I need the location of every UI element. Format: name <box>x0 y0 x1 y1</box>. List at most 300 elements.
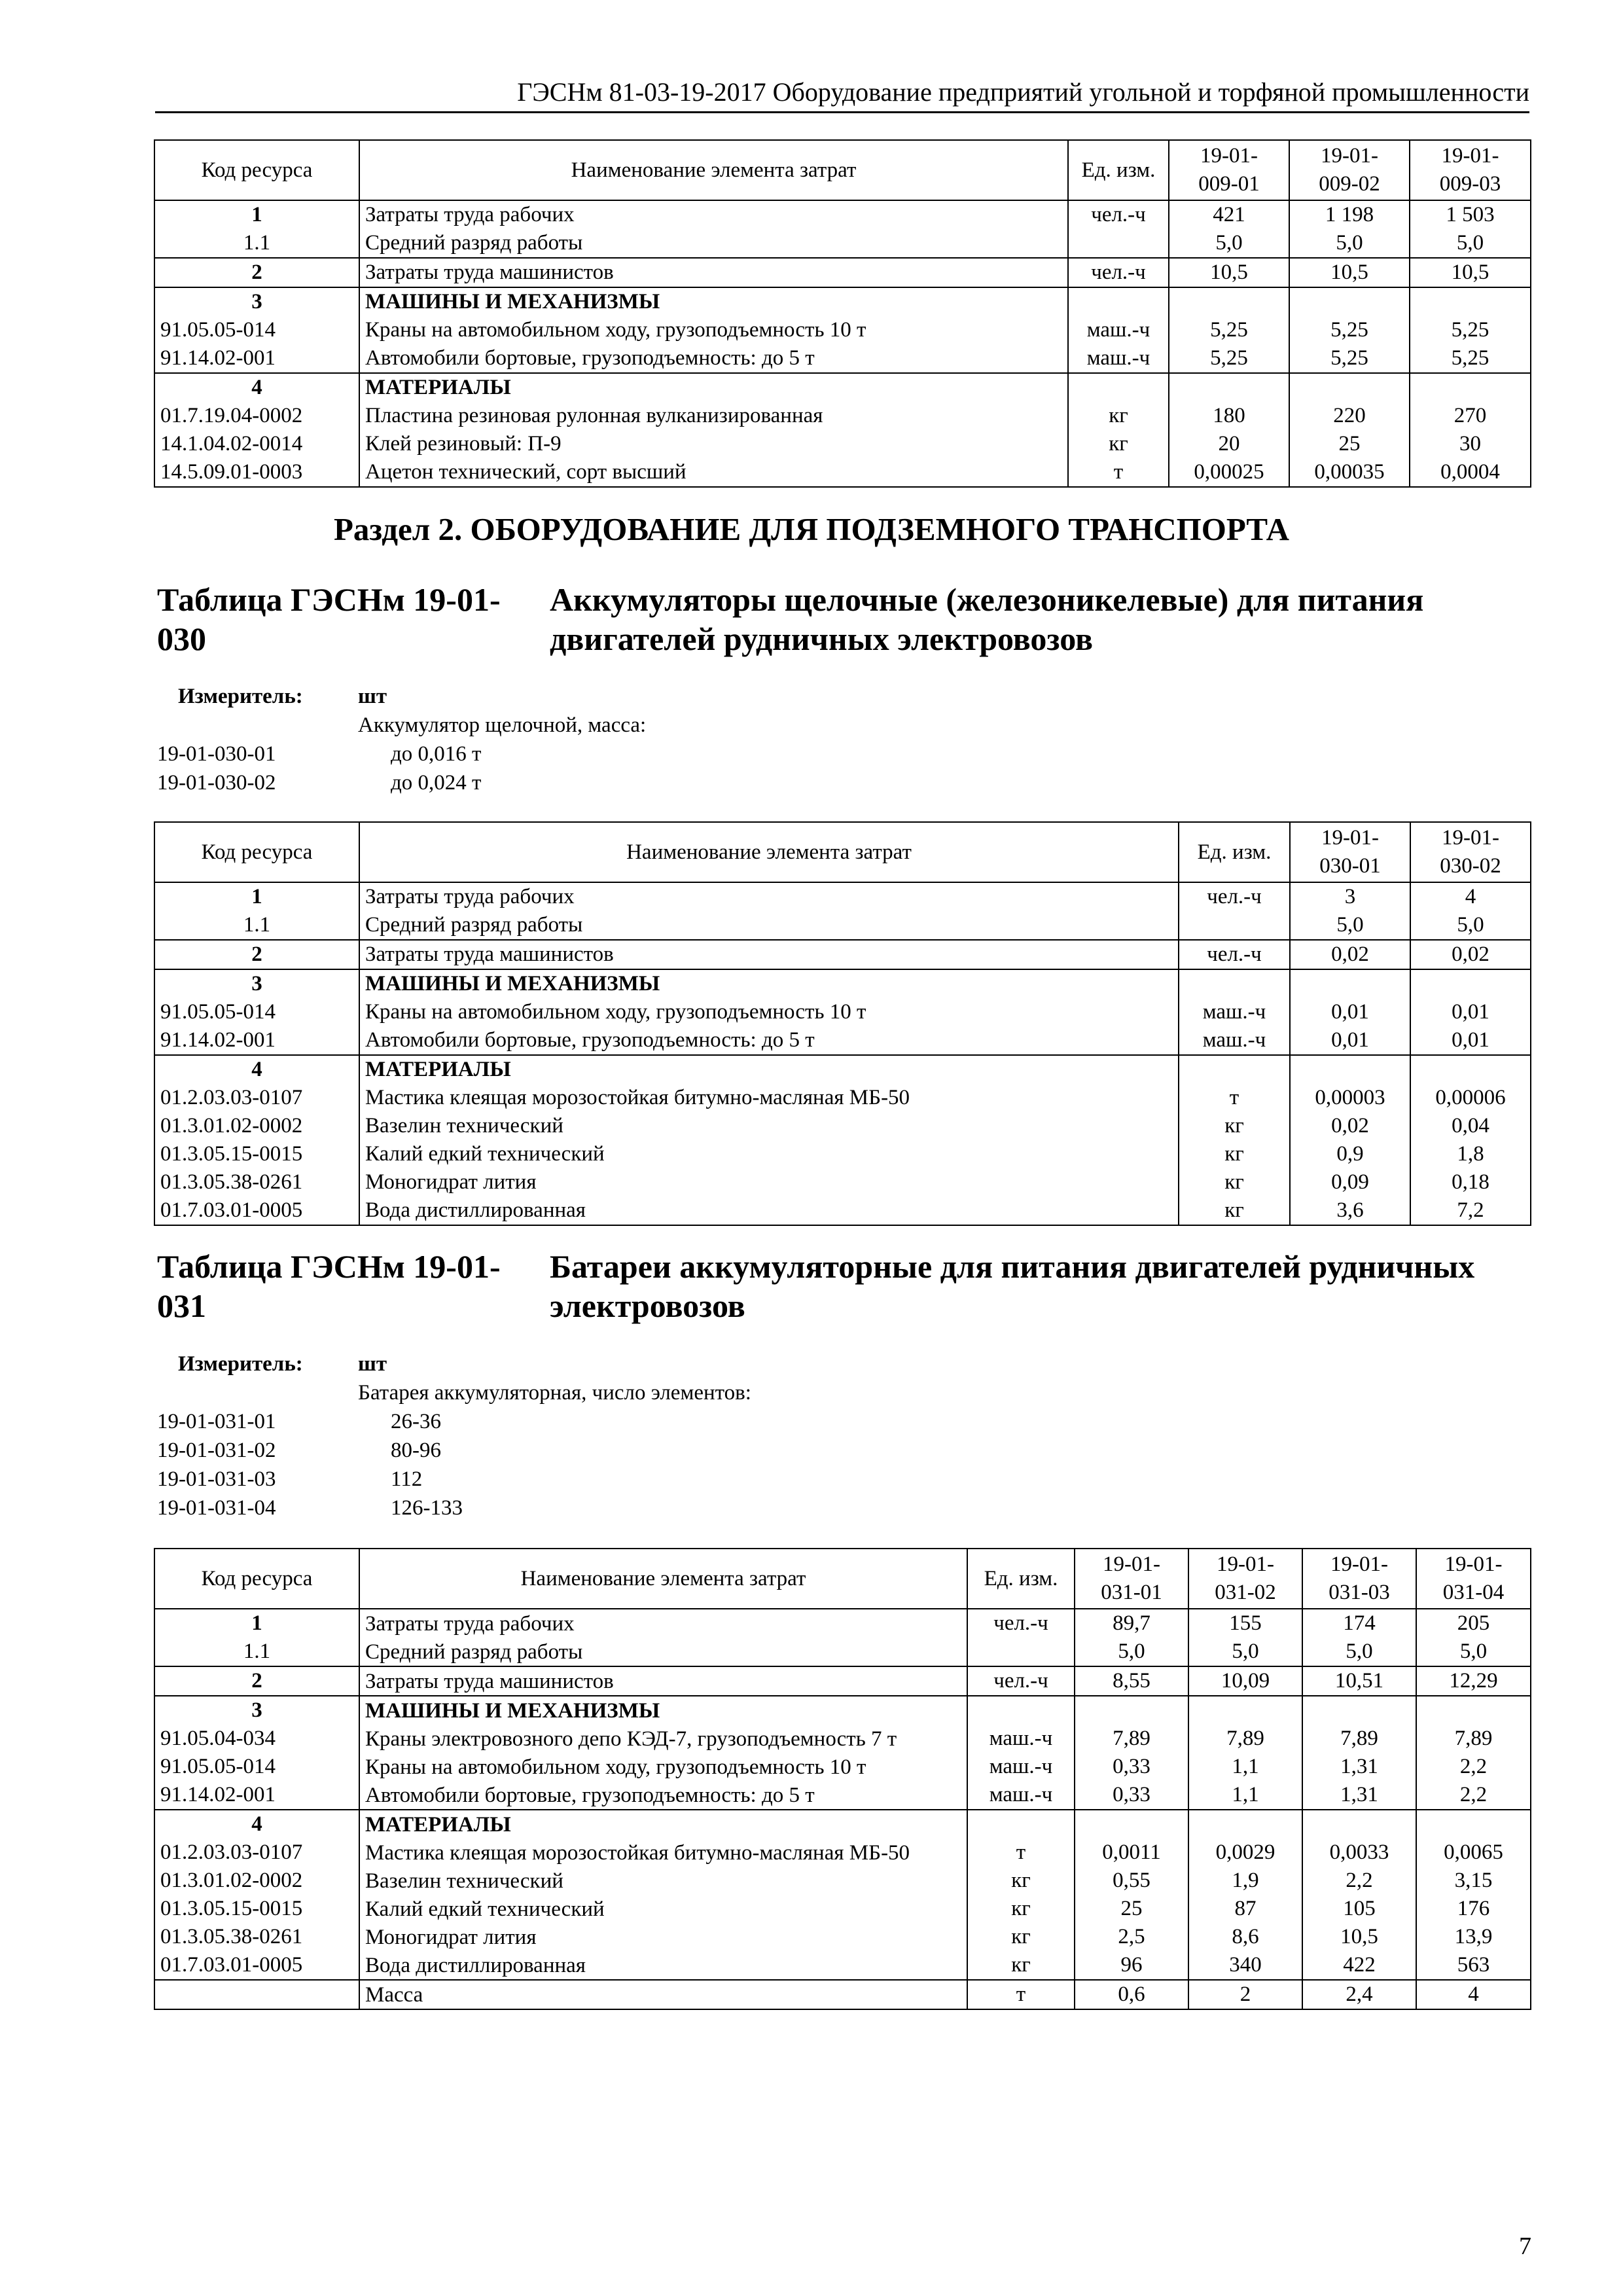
value-cell: 2 <box>1188 1980 1302 2009</box>
table-row <box>154 1725 1531 1753</box>
col-norm-header <box>1410 822 1531 882</box>
col-unit-header: Ед. изм. <box>967 1549 1075 1609</box>
col-norm-line2: 009-01 <box>1198 172 1260 196</box>
cost-element-name: Ацетон технический, сорт высший <box>359 458 1068 487</box>
cost-element-name: МАШИНЫ И МЕХАНИЗМЫ <box>359 287 1068 316</box>
cost-element-name: МАШИНЫ И МЕХАНИЗМЫ <box>359 969 1179 998</box>
value-cell: 5,0 <box>1289 229 1410 258</box>
table-row <box>154 1084 1531 1112</box>
table-row <box>154 1923 1531 1951</box>
value-cell: 0,09 <box>1290 1168 1410 1196</box>
cost-element-name: Затраты труда рабочих <box>359 1609 967 1638</box>
cost-element-name: Мастика клеящая морозостойкая битумно-масляная МБ-50 <box>359 1084 1179 1112</box>
value-cell: 0,18 <box>1410 1168 1531 1196</box>
col-name-header: Наименование элемента затрат <box>359 822 1179 882</box>
table-title-line: Аккумуляторы щелочные (железоникелевые) для питания <box>550 581 1424 618</box>
resource-code: 4 <box>154 1810 359 1839</box>
unit-cell: маш.-ч <box>1068 344 1169 373</box>
resource-code: 91.05.05-014 <box>154 316 359 344</box>
unit-cell: маш.-ч <box>967 1753 1075 1781</box>
cost-element-name: Автомобили бортовые, грузоподъемность: до 5 т <box>359 1781 967 1810</box>
measure-item-code: 19-01-030-01 <box>157 742 276 766</box>
value-cell <box>1290 969 1410 998</box>
unit-cell <box>967 1696 1075 1725</box>
value-cell: 0,55 <box>1075 1867 1188 1895</box>
value-cell <box>1410 1055 1531 1084</box>
table-row <box>154 882 1531 911</box>
measure-block <box>157 682 942 797</box>
cost-element-name: Краны электровозного депо КЭД-7, грузоподъемность 7 т <box>359 1725 967 1753</box>
unit-cell: т <box>967 1980 1075 2009</box>
cost-element-name: Краны на автомобильном ходу, грузоподъемность 10 т <box>359 998 1179 1026</box>
resource-code: 1.1 <box>154 229 359 258</box>
unit-cell: чел.-ч <box>1179 882 1290 911</box>
page-number: 7 <box>1519 2233 1531 2260</box>
cost-element-name: Вода дистиллированная <box>359 1196 1179 1225</box>
value-cell: 0,00006 <box>1410 1084 1531 1112</box>
table-label-line: 031 <box>157 1287 206 1324</box>
value-cell: 3,15 <box>1416 1867 1531 1895</box>
measure-item <box>157 1494 1073 1522</box>
resource-code: 01.2.03.03-0107 <box>154 1839 359 1867</box>
measure-item <box>157 740 942 768</box>
table-row <box>154 1638 1531 1666</box>
resource-code: 91.14.02-001 <box>154 1781 359 1810</box>
unit-cell: маш.-ч <box>1068 316 1169 344</box>
value-cell: 0,33 <box>1075 1753 1188 1781</box>
unit-cell <box>1068 373 1169 402</box>
col-norm-header <box>1075 1549 1188 1609</box>
value-cell: 205 <box>1416 1609 1531 1638</box>
resource-code: 1 <box>154 200 359 229</box>
measure-item-desc: 80-96 <box>391 1439 441 1462</box>
table-row <box>154 258 1531 287</box>
value-cell: 0,6 <box>1075 1980 1188 2009</box>
unit-cell <box>967 1810 1075 1839</box>
col-unit-header: Ед. изм. <box>1068 140 1169 200</box>
measure-desc: Батарея аккумуляторная, число элементов: <box>358 1381 751 1405</box>
resource-code: 01.7.19.04-0002 <box>154 402 359 430</box>
col-name-header: Наименование элемента затрат <box>359 1549 967 1609</box>
value-cell: 10,5 <box>1289 258 1410 287</box>
col-norm-header <box>1410 140 1531 200</box>
table-row <box>154 969 1531 998</box>
table-title <box>550 580 1423 658</box>
col-norm-line1: 19-01- <box>1321 826 1379 850</box>
value-cell: 8,55 <box>1075 1666 1188 1696</box>
value-cell: 0,0029 <box>1188 1839 1302 1867</box>
col-norm-line1: 19-01- <box>1330 1552 1388 1576</box>
table-row <box>154 1026 1531 1055</box>
col-norm-header <box>1169 140 1289 200</box>
value-cell <box>1188 1810 1302 1839</box>
table-row <box>154 287 1531 316</box>
measure-item <box>157 1407 1073 1436</box>
unit-cell: маш.-ч <box>967 1725 1075 1753</box>
cost-element-name: Автомобили бортовые, грузоподъемность: до 5 т <box>359 344 1068 373</box>
value-cell: 0,01 <box>1410 998 1531 1026</box>
cost-table-030 <box>154 821 1531 1226</box>
table-title-line: Батареи аккумуляторные для питания двигателей рудничных <box>550 1248 1475 1285</box>
value-cell: 0,0011 <box>1075 1839 1188 1867</box>
value-cell: 2,4 <box>1302 1980 1416 2009</box>
value-cell: 3,6 <box>1290 1196 1410 1225</box>
value-cell: 25 <box>1289 430 1410 458</box>
col-norm-line2: 009-02 <box>1319 172 1380 196</box>
resource-code: 4 <box>154 1055 359 1084</box>
value-cell <box>1410 287 1531 316</box>
unit-cell: кг <box>1068 402 1169 430</box>
table-row <box>154 1666 1531 1696</box>
table-label <box>157 1247 501 1325</box>
measure-item-desc: 126-133 <box>391 1496 463 1520</box>
value-cell <box>1290 1055 1410 1084</box>
table-row <box>154 1810 1531 1839</box>
unit-cell: чел.-ч <box>1068 258 1169 287</box>
table-row <box>154 402 1531 430</box>
table-row <box>154 1839 1531 1867</box>
measure-desc: Аккумулятор щелочной, масса: <box>358 713 647 737</box>
value-cell: 1,1 <box>1188 1753 1302 1781</box>
value-cell: 0,0065 <box>1416 1839 1531 1867</box>
value-cell: 4 <box>1416 1980 1531 2009</box>
cost-table-009 <box>154 139 1531 488</box>
table-row <box>154 430 1531 458</box>
resource-code: 91.05.05-014 <box>154 998 359 1026</box>
col-norm-line1: 19-01- <box>1444 1552 1503 1576</box>
resource-code: 01.3.05.15-0015 <box>154 1895 359 1923</box>
resource-code: 91.05.05-014 <box>154 1753 359 1781</box>
table-label-line: Таблица ГЭСНм 19-01- <box>157 581 501 618</box>
cost-element-name: Средний разряд работы <box>359 911 1179 940</box>
value-cell: 0,33 <box>1075 1781 1188 1810</box>
table-row <box>154 200 1531 229</box>
col-unit-header: Ед. изм. <box>1179 822 1290 882</box>
unit-cell: чел.-ч <box>967 1666 1075 1696</box>
table-body <box>154 1609 1531 2009</box>
cost-element-name: Мастика клеящая морозостойкая битумно-масляная МБ-50 <box>359 1839 967 1867</box>
unit-cell <box>1068 229 1169 258</box>
value-cell: 0,01 <box>1410 1026 1531 1055</box>
resource-code: 1.1 <box>154 1638 359 1666</box>
value-cell: 5,0 <box>1416 1638 1531 1666</box>
table-body <box>154 882 1531 1225</box>
value-cell: 2,2 <box>1302 1867 1416 1895</box>
value-cell: 1,31 <box>1302 1753 1416 1781</box>
col-norm-header <box>1289 140 1410 200</box>
value-cell <box>1302 1810 1416 1839</box>
value-cell: 7,89 <box>1188 1725 1302 1753</box>
section-title: Раздел 2. ОБОРУДОВАНИЕ ДЛЯ ПОДЗЕМНОГО ТРАНСПОРТА <box>333 511 1290 547</box>
cost-element-name: Вазелин технический <box>359 1112 1179 1140</box>
resource-code: 2 <box>154 1666 359 1696</box>
measure-item-desc: 112 <box>391 1467 423 1491</box>
resource-code: 1 <box>154 1609 359 1638</box>
col-norm-line2: 009-03 <box>1439 172 1501 196</box>
value-cell <box>1188 1696 1302 1725</box>
unit-cell: кг <box>1179 1140 1290 1168</box>
col-code-header: Код ресурса <box>154 822 359 882</box>
table-header-row <box>154 140 1531 200</box>
table-row <box>154 1168 1531 1196</box>
resource-code: 01.2.03.03-0107 <box>154 1084 359 1112</box>
measure-item <box>157 1436 1073 1465</box>
unit-cell <box>967 1638 1075 1666</box>
value-cell: 1,1 <box>1188 1781 1302 1810</box>
cost-element-name: Затраты труда рабочих <box>359 882 1179 911</box>
table-row <box>154 911 1531 940</box>
value-cell: 563 <box>1416 1951 1531 1980</box>
value-cell: 270 <box>1410 402 1531 430</box>
table-row <box>154 1895 1531 1923</box>
measure-item <box>157 1465 1073 1494</box>
cost-element-name: Краны на автомобильном ходу, грузоподъемность 10 т <box>359 316 1068 344</box>
cost-element-name: МАТЕРИАЛЫ <box>359 1810 967 1839</box>
value-cell: 7,89 <box>1416 1725 1531 1753</box>
measure-item-code: 19-01-031-04 <box>157 1496 276 1520</box>
value-cell: 12,29 <box>1416 1666 1531 1696</box>
value-cell: 1 503 <box>1410 200 1531 229</box>
resource-code: 14.5.09.01-0003 <box>154 458 359 487</box>
value-cell: 5,0 <box>1410 229 1531 258</box>
value-cell: 25 <box>1075 1895 1188 1923</box>
value-cell: 5,25 <box>1289 316 1410 344</box>
unit-cell: чел.-ч <box>1068 200 1169 229</box>
page-header <box>155 73 1529 113</box>
measure-item-desc: 26-36 <box>391 1410 441 1433</box>
table-row <box>154 998 1531 1026</box>
col-code-header: Код ресурса <box>154 1549 359 1609</box>
table-label <box>157 580 501 658</box>
value-cell: 2,2 <box>1416 1753 1531 1781</box>
value-cell: 0,02 <box>1290 940 1410 969</box>
measure-item-desc: до 0,024 т <box>391 771 482 795</box>
table-row <box>154 1696 1531 1725</box>
measure-item-code: 19-01-031-01 <box>157 1410 276 1433</box>
value-cell <box>1416 1810 1531 1839</box>
unit-cell: т <box>1068 458 1169 487</box>
col-norm-line2: 031-02 <box>1215 1581 1276 1604</box>
cost-element-name: МАТЕРИАЛЫ <box>359 373 1068 402</box>
col-norm-header <box>1416 1549 1531 1609</box>
value-cell: 421 <box>1169 200 1289 229</box>
value-cell: 5,0 <box>1169 229 1289 258</box>
unit-cell: маш.-ч <box>967 1781 1075 1810</box>
resource-code: 01.3.05.38-0261 <box>154 1923 359 1951</box>
value-cell: 2,5 <box>1075 1923 1188 1951</box>
cost-element-name: Средний разряд работы <box>359 1638 967 1666</box>
unit-cell: кг <box>967 1867 1075 1895</box>
value-cell: 5,0 <box>1290 911 1410 940</box>
cost-element-name: Масса <box>359 1980 967 2009</box>
value-cell: 0,00035 <box>1289 458 1410 487</box>
table-row <box>154 316 1531 344</box>
table-row <box>154 1951 1531 1980</box>
resource-code: 01.3.05.15-0015 <box>154 1140 359 1168</box>
col-norm-line2: 030-02 <box>1440 854 1501 878</box>
value-cell: 0,01 <box>1290 1026 1410 1055</box>
unit-cell: т <box>1179 1084 1290 1112</box>
col-name-header: Наименование элемента затрат <box>359 140 1068 200</box>
table-row <box>154 373 1531 402</box>
value-cell: 5,25 <box>1169 316 1289 344</box>
table-title-line: электровозов <box>550 1287 745 1324</box>
value-cell <box>1289 373 1410 402</box>
resource-code: 91.14.02-001 <box>154 344 359 373</box>
value-cell: 5,25 <box>1410 316 1531 344</box>
resource-code: 01.3.01.02-0002 <box>154 1112 359 1140</box>
cost-element-name: Калий едкий технический <box>359 1895 967 1923</box>
cost-element-name: Краны на автомобильном ходу, грузоподъемность 10 т <box>359 1753 967 1781</box>
unit-cell: чел.-ч <box>1179 940 1290 969</box>
resource-code: 91.14.02-001 <box>154 1026 359 1055</box>
value-cell: 5,25 <box>1289 344 1410 373</box>
unit-cell: т <box>967 1839 1075 1867</box>
header-title: ГЭСНм 81-03-19-2017 Оборудование предприятий угольной и торфяной промышленности <box>517 77 1529 107</box>
measure-item-code: 19-01-031-02 <box>157 1439 276 1462</box>
table-title <box>550 1247 1474 1325</box>
table-row <box>154 1140 1531 1168</box>
col-norm-header <box>1290 822 1410 882</box>
measure-item <box>157 768 942 797</box>
table-row <box>154 1980 1531 2009</box>
value-cell: 96 <box>1075 1951 1188 1980</box>
unit-cell <box>1179 1055 1290 1084</box>
value-cell: 7,2 <box>1410 1196 1531 1225</box>
value-cell: 0,00003 <box>1290 1084 1410 1112</box>
value-cell <box>1169 287 1289 316</box>
cost-element-name: Затраты труда машинистов <box>359 1666 967 1696</box>
unit-cell: кг <box>967 1951 1075 1980</box>
value-cell: 155 <box>1188 1609 1302 1638</box>
table-row <box>154 1781 1531 1810</box>
value-cell: 422 <box>1302 1951 1416 1980</box>
resource-code: 01.7.03.01-0005 <box>154 1196 359 1225</box>
resource-code: 3 <box>154 1696 359 1725</box>
col-norm-header <box>1188 1549 1302 1609</box>
col-norm-line2: 031-01 <box>1101 1581 1162 1604</box>
table-row <box>154 1055 1531 1084</box>
resource-code: 01.3.01.02-0002 <box>154 1867 359 1895</box>
table-row <box>154 940 1531 969</box>
resource-code <box>154 1980 359 2009</box>
value-cell: 1,9 <box>1188 1867 1302 1895</box>
table-title-line: двигателей рудничных электровозов <box>550 620 1093 657</box>
value-cell: 340 <box>1188 1951 1302 1980</box>
value-cell: 10,5 <box>1302 1923 1416 1951</box>
value-cell: 4 <box>1410 882 1531 911</box>
table-row <box>154 1609 1531 1638</box>
value-cell <box>1410 969 1531 998</box>
unit-cell: чел.-ч <box>967 1609 1075 1638</box>
value-cell: 176 <box>1416 1895 1531 1923</box>
resource-code: 2 <box>154 940 359 969</box>
value-cell: 174 <box>1302 1609 1416 1638</box>
value-cell: 8,6 <box>1188 1923 1302 1951</box>
col-norm-line1: 19-01- <box>1441 144 1499 168</box>
cost-element-name: Моногидрат лития <box>359 1168 1179 1196</box>
value-cell: 7,89 <box>1075 1725 1188 1753</box>
unit-cell: кг <box>1179 1168 1290 1196</box>
resource-code: 3 <box>154 969 359 998</box>
col-norm-line2: 030-01 <box>1319 854 1381 878</box>
cost-element-name: МАТЕРИАЛЫ <box>359 1055 1179 1084</box>
cost-element-name: Затраты труда рабочих <box>359 200 1068 229</box>
value-cell: 5,25 <box>1169 344 1289 373</box>
value-cell <box>1075 1810 1188 1839</box>
value-cell: 1,8 <box>1410 1140 1531 1168</box>
cost-element-name: Пластина резиновая рулонная вулканизированная <box>359 402 1068 430</box>
value-cell: 0,9 <box>1290 1140 1410 1168</box>
value-cell: 0,02 <box>1410 940 1531 969</box>
cost-element-name: Средний разряд работы <box>359 229 1068 258</box>
value-cell: 180 <box>1169 402 1289 430</box>
value-cell: 220 <box>1289 402 1410 430</box>
cost-element-name: Автомобили бортовые, грузоподъемность: до 5 т <box>359 1026 1179 1055</box>
measure-item-code: 19-01-031-03 <box>157 1467 276 1491</box>
value-cell: 105 <box>1302 1895 1416 1923</box>
value-cell: 5,0 <box>1188 1638 1302 1666</box>
col-norm-line1: 19-01- <box>1217 1552 1274 1576</box>
col-norm-line2: 031-04 <box>1442 1581 1505 1604</box>
cost-element-name: Затраты труда машинистов <box>359 940 1179 969</box>
table-row <box>154 1196 1531 1225</box>
cost-element-name: МАШИНЫ И МЕХАНИЗМЫ <box>359 1696 967 1725</box>
table-row <box>154 1753 1531 1781</box>
resource-code: 91.05.04-034 <box>154 1725 359 1753</box>
value-cell <box>1302 1696 1416 1725</box>
resource-code: 4 <box>154 373 359 402</box>
value-cell: 5,25 <box>1410 344 1531 373</box>
resource-code: 01.7.03.01-0005 <box>154 1951 359 1980</box>
value-cell: 10,09 <box>1188 1666 1302 1696</box>
value-cell: 30 <box>1410 430 1531 458</box>
cost-element-name: Клей резиновый: П-9 <box>359 430 1068 458</box>
table-row <box>154 458 1531 487</box>
value-cell: 10,51 <box>1302 1666 1416 1696</box>
resource-code: 2 <box>154 258 359 287</box>
value-cell: 5,0 <box>1410 911 1531 940</box>
cost-element-name: Вода дистиллированная <box>359 1951 967 1980</box>
table-row <box>154 1112 1531 1140</box>
measure-label: Измеритель: <box>178 1352 303 1376</box>
unit-cell <box>1068 287 1169 316</box>
measure-item-code: 19-01-030-02 <box>157 771 276 795</box>
table-row <box>154 344 1531 373</box>
value-cell: 87 <box>1188 1895 1302 1923</box>
resource-code: 1 <box>154 882 359 911</box>
unit-cell: кг <box>1179 1112 1290 1140</box>
measure-unit: шт <box>358 1352 387 1376</box>
cost-element-name: Вазелин технический <box>359 1867 967 1895</box>
value-cell: 0,02 <box>1290 1112 1410 1140</box>
value-cell: 20 <box>1169 430 1289 458</box>
unit-cell: кг <box>1179 1196 1290 1225</box>
value-cell: 89,7 <box>1075 1609 1188 1638</box>
col-norm-line1: 19-01- <box>1200 144 1258 168</box>
unit-cell: кг <box>967 1895 1075 1923</box>
value-cell: 13,9 <box>1416 1923 1531 1951</box>
unit-cell: маш.-ч <box>1179 1026 1290 1055</box>
unit-cell: кг <box>967 1923 1075 1951</box>
col-code-header: Код ресурса <box>154 140 359 200</box>
table-row <box>154 1867 1531 1895</box>
value-cell: 10,5 <box>1410 258 1531 287</box>
value-cell: 1,31 <box>1302 1781 1416 1810</box>
resource-code: 3 <box>154 287 359 316</box>
value-cell: 2,2 <box>1416 1781 1531 1810</box>
value-cell: 0,0004 <box>1410 458 1531 487</box>
